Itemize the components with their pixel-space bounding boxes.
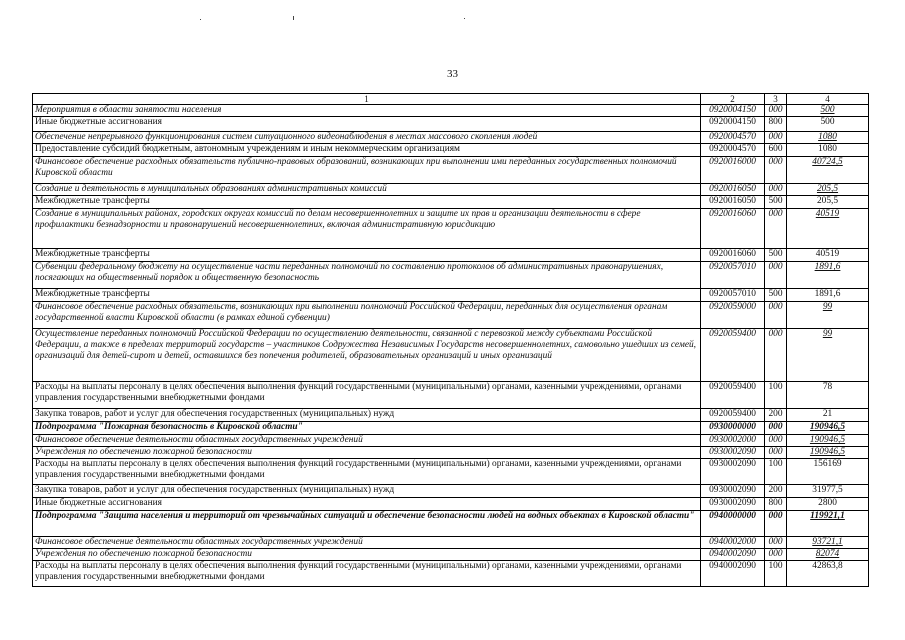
row-expense-type-cell: 500	[765, 196, 787, 209]
page-number: 33	[447, 68, 458, 80]
row-expense-type-cell: 200	[765, 485, 787, 498]
row-name-cell: Финансовое обеспечение деятельности областных государственных учреждений	[33, 537, 701, 549]
row-code-cell: 0930002090	[701, 498, 765, 511]
row-sum-cell: 40519	[787, 209, 869, 249]
table-row	[33, 447, 869, 459]
row-expense-type-cell: 100	[765, 382, 787, 409]
row-name-cell: Подпрограмма "Защита населения и территорий от чрезвычайных ситуаций и обеспечение безопасности людей на водных объектах в Кировской области"	[33, 511, 701, 537]
row-expense-type-cell: 000	[765, 184, 787, 196]
row-code-cell: 0920059400	[701, 409, 765, 422]
row-code-cell: 0940002090	[701, 561, 765, 587]
row-name-cell: Подпрограмма "Пожарная безопасность в Кировской области"	[33, 422, 701, 435]
row-expense-type-cell: 000	[765, 329, 787, 382]
row-code-cell: 0930002090	[701, 459, 765, 485]
row-code-cell: 0940002000	[701, 537, 765, 549]
row-name-cell: Учреждения по обеспечению пожарной безопасности	[33, 447, 701, 459]
row-code-cell: 0920016060	[701, 209, 765, 249]
row-code-cell: 0920016050	[701, 196, 765, 209]
table-row	[33, 422, 869, 435]
row-sum-cell: 82074	[787, 549, 869, 561]
row-name-cell: Закупка товаров, работ и услуг для обеспечения государственных (муниципальных) нужд	[33, 409, 701, 422]
row-sum-cell: 205,5	[787, 196, 869, 209]
row-expense-type-cell: 000	[765, 157, 787, 184]
row-code-cell: 0920004150	[701, 117, 765, 132]
budget-table	[32, 93, 869, 587]
row-sum-cell: 190946,5	[787, 422, 869, 435]
row-expense-type-cell: 000	[765, 302, 787, 329]
row-name-cell: Создание и деятельность в муниципальных образованиях административных комиссий	[33, 184, 701, 196]
row-expense-type-cell: 000	[765, 422, 787, 435]
row-name-cell: Иные бюджетные ассигнования	[33, 117, 701, 132]
row-name-cell: Осуществление переданных полномочий Российской Федерации по осуществлению деятельности, связанной с перевозкой между субъектами Российской Федерации, а также в пределах территорий государств – участников Содружества Независимых Государств несовершеннолетних, самовольно ушедших из семей, организаций для детей-сирот и детей, оставшихся без попечения родителей, образовательных организаций и иных организаций	[33, 329, 701, 382]
row-code-cell: 0920004150	[701, 105, 765, 117]
table-row	[33, 196, 869, 209]
row-expense-type-cell: 500	[765, 289, 787, 302]
row-name-cell: Закупка товаров, работ и услуг для обеспечения государственных (муниципальных) нужд	[33, 485, 701, 498]
scan-mark	[200, 19, 201, 20]
table-row	[33, 262, 869, 289]
row-expense-type-cell: 800	[765, 117, 787, 132]
row-code-cell: 0930002090	[701, 447, 765, 459]
row-expense-type-cell: 100	[765, 459, 787, 485]
row-code-cell: 0930002090	[701, 485, 765, 498]
row-code-cell: 0920059400	[701, 329, 765, 382]
row-name-cell: Учреждения по обеспечению пожарной безопасности	[33, 549, 701, 561]
row-sum-cell: 99	[787, 302, 869, 329]
row-code-cell: 0920016060	[701, 249, 765, 262]
row-code-cell: 0930000000	[701, 422, 765, 435]
table-row	[33, 561, 869, 587]
row-sum-cell: 21	[787, 409, 869, 422]
table-row	[33, 498, 869, 511]
row-sum-cell: 40724,5	[787, 157, 869, 184]
row-sum-cell: 500	[787, 105, 869, 117]
scan-mark	[293, 16, 294, 20]
table-body	[33, 105, 869, 587]
table-row	[33, 435, 869, 447]
header-col-3: 3	[765, 94, 787, 105]
row-expense-type-cell: 000	[765, 105, 787, 117]
table-row	[33, 157, 869, 184]
row-name-cell: Расходы на выплаты персоналу в целях обеспечения выполнения функций государственными (муниципальными) органами, казенными учреждениями, органами управления государственными внебюджетными фондами	[33, 382, 701, 409]
row-name-cell: Субвенции федеральному бюджету на осуществление части переданных полномочий по составлению протоколов об административных правонарушениях, посягающих на общественный порядок и общественную безопасность	[33, 262, 701, 289]
table-row	[33, 409, 869, 422]
row-sum-cell: 119921,1	[787, 511, 869, 537]
row-sum-cell: 205,5	[787, 184, 869, 196]
table-row	[33, 382, 869, 409]
row-expense-type-cell: 000	[765, 511, 787, 537]
scan-mark	[464, 18, 465, 19]
table-row	[33, 209, 869, 249]
row-name-cell: Расходы на выплаты персоналу в целях обеспечения выполнения функций государственными (муниципальными) органами, казенными учреждениями, органами управления государственными внебюджетными фондами	[33, 459, 701, 485]
row-name-cell: Межбюджетные трансферты	[33, 196, 701, 209]
row-expense-type-cell: 000	[765, 435, 787, 447]
row-expense-type-cell: 000	[765, 132, 787, 144]
row-name-cell: Мероприятия в области занятости населения	[33, 105, 701, 117]
row-expense-type-cell: 500	[765, 249, 787, 262]
table-row	[33, 144, 869, 157]
row-sum-cell: 190946,5	[787, 435, 869, 447]
table-row	[33, 249, 869, 262]
row-code-cell: 0940002090	[701, 549, 765, 561]
header-col-2: 2	[701, 94, 765, 105]
row-name-cell: Предоставление субсидий бюджетным, автономным учреждениям и иным некоммерческим организациям	[33, 144, 701, 157]
row-name-cell: Финансовое обеспечение деятельности областных государственных учреждений	[33, 435, 701, 447]
table-row	[33, 329, 869, 382]
table-row	[33, 289, 869, 302]
row-sum-cell: 1080	[787, 132, 869, 144]
row-code-cell: 0920057010	[701, 289, 765, 302]
row-sum-cell: 1891,6	[787, 262, 869, 289]
row-code-cell: 0920059000	[701, 302, 765, 329]
row-code-cell: 0920004570	[701, 144, 765, 157]
table-row	[33, 459, 869, 485]
row-expense-type-cell: 000	[765, 447, 787, 459]
row-code-cell: 0920016050	[701, 184, 765, 196]
row-sum-cell: 190946,5	[787, 447, 869, 459]
table-row	[33, 105, 869, 117]
row-sum-cell: 1080	[787, 144, 869, 157]
table-row	[33, 537, 869, 549]
row-expense-type-cell: 000	[765, 549, 787, 561]
row-code-cell: 0930002000	[701, 435, 765, 447]
row-sum-cell: 42863,8	[787, 561, 869, 587]
header-row	[33, 94, 869, 105]
row-sum-cell: 1891,6	[787, 289, 869, 302]
row-sum-cell: 78	[787, 382, 869, 409]
table-row	[33, 511, 869, 537]
row-sum-cell: 31977,5	[787, 485, 869, 498]
row-name-cell: Расходы на выплаты персоналу в целях обеспечения выполнения функций государственными (муниципальными) органами, казенными учреждениями, органами управления государственными внебюджетными фондами	[33, 561, 701, 587]
row-code-cell: 0920059400	[701, 382, 765, 409]
row-sum-cell: 99	[787, 329, 869, 382]
table-row	[33, 184, 869, 196]
table-row	[33, 302, 869, 329]
row-sum-cell: 2800	[787, 498, 869, 511]
row-name-cell: Межбюджетные трансферты	[33, 249, 701, 262]
row-expense-type-cell: 000	[765, 209, 787, 249]
row-expense-type-cell: 800	[765, 498, 787, 511]
row-name-cell: Иные бюджетные ассигнования	[33, 498, 701, 511]
row-name-cell: Создание в муниципальных районах, городских округах комиссий по делам несовершеннолетних и защите их прав и организации деятельности в сфере профилактики безнадзорности и правонарушений несовершеннолетних, включая административную юрисдикцию	[33, 209, 701, 249]
table-row	[33, 117, 869, 132]
row-sum-cell: 40519	[787, 249, 869, 262]
header-col-4: 4	[787, 94, 869, 105]
row-expense-type-cell: 100	[765, 561, 787, 587]
row-expense-type-cell: 600	[765, 144, 787, 157]
row-sum-cell: 500	[787, 117, 869, 132]
row-code-cell: 0920016000	[701, 157, 765, 184]
row-name-cell: Обеспечение непрерывного функционирования систем ситуационного видеонаблюдения в местах массового скопления людей	[33, 132, 701, 144]
row-name-cell: Финансовое обеспечение расходных обязательств публично-правовых образований, возникающих при выполнении ими переданных государственных полномочий Кировской области	[33, 157, 701, 184]
row-expense-type-cell: 000	[765, 537, 787, 549]
row-code-cell: 0920057010	[701, 262, 765, 289]
row-name-cell: Финансовое обеспечение расходных обязательств, возникающих при выполнении полномочий Российской Федерации, переданных для осуществления органам государственной власти Кировской области (в рамках единой субвенции)	[33, 302, 701, 329]
row-code-cell: 0940000000	[701, 511, 765, 537]
table-row	[33, 132, 869, 144]
row-name-cell: Межбюджетные трансферты	[33, 289, 701, 302]
row-sum-cell: 93721,1	[787, 537, 869, 549]
row-expense-type-cell: 000	[765, 262, 787, 289]
table-row	[33, 549, 869, 561]
row-sum-cell: 156169	[787, 459, 869, 485]
row-code-cell: 0920004570	[701, 132, 765, 144]
table-row	[33, 485, 869, 498]
row-expense-type-cell: 200	[765, 409, 787, 422]
header-col-1: 1	[33, 94, 701, 105]
